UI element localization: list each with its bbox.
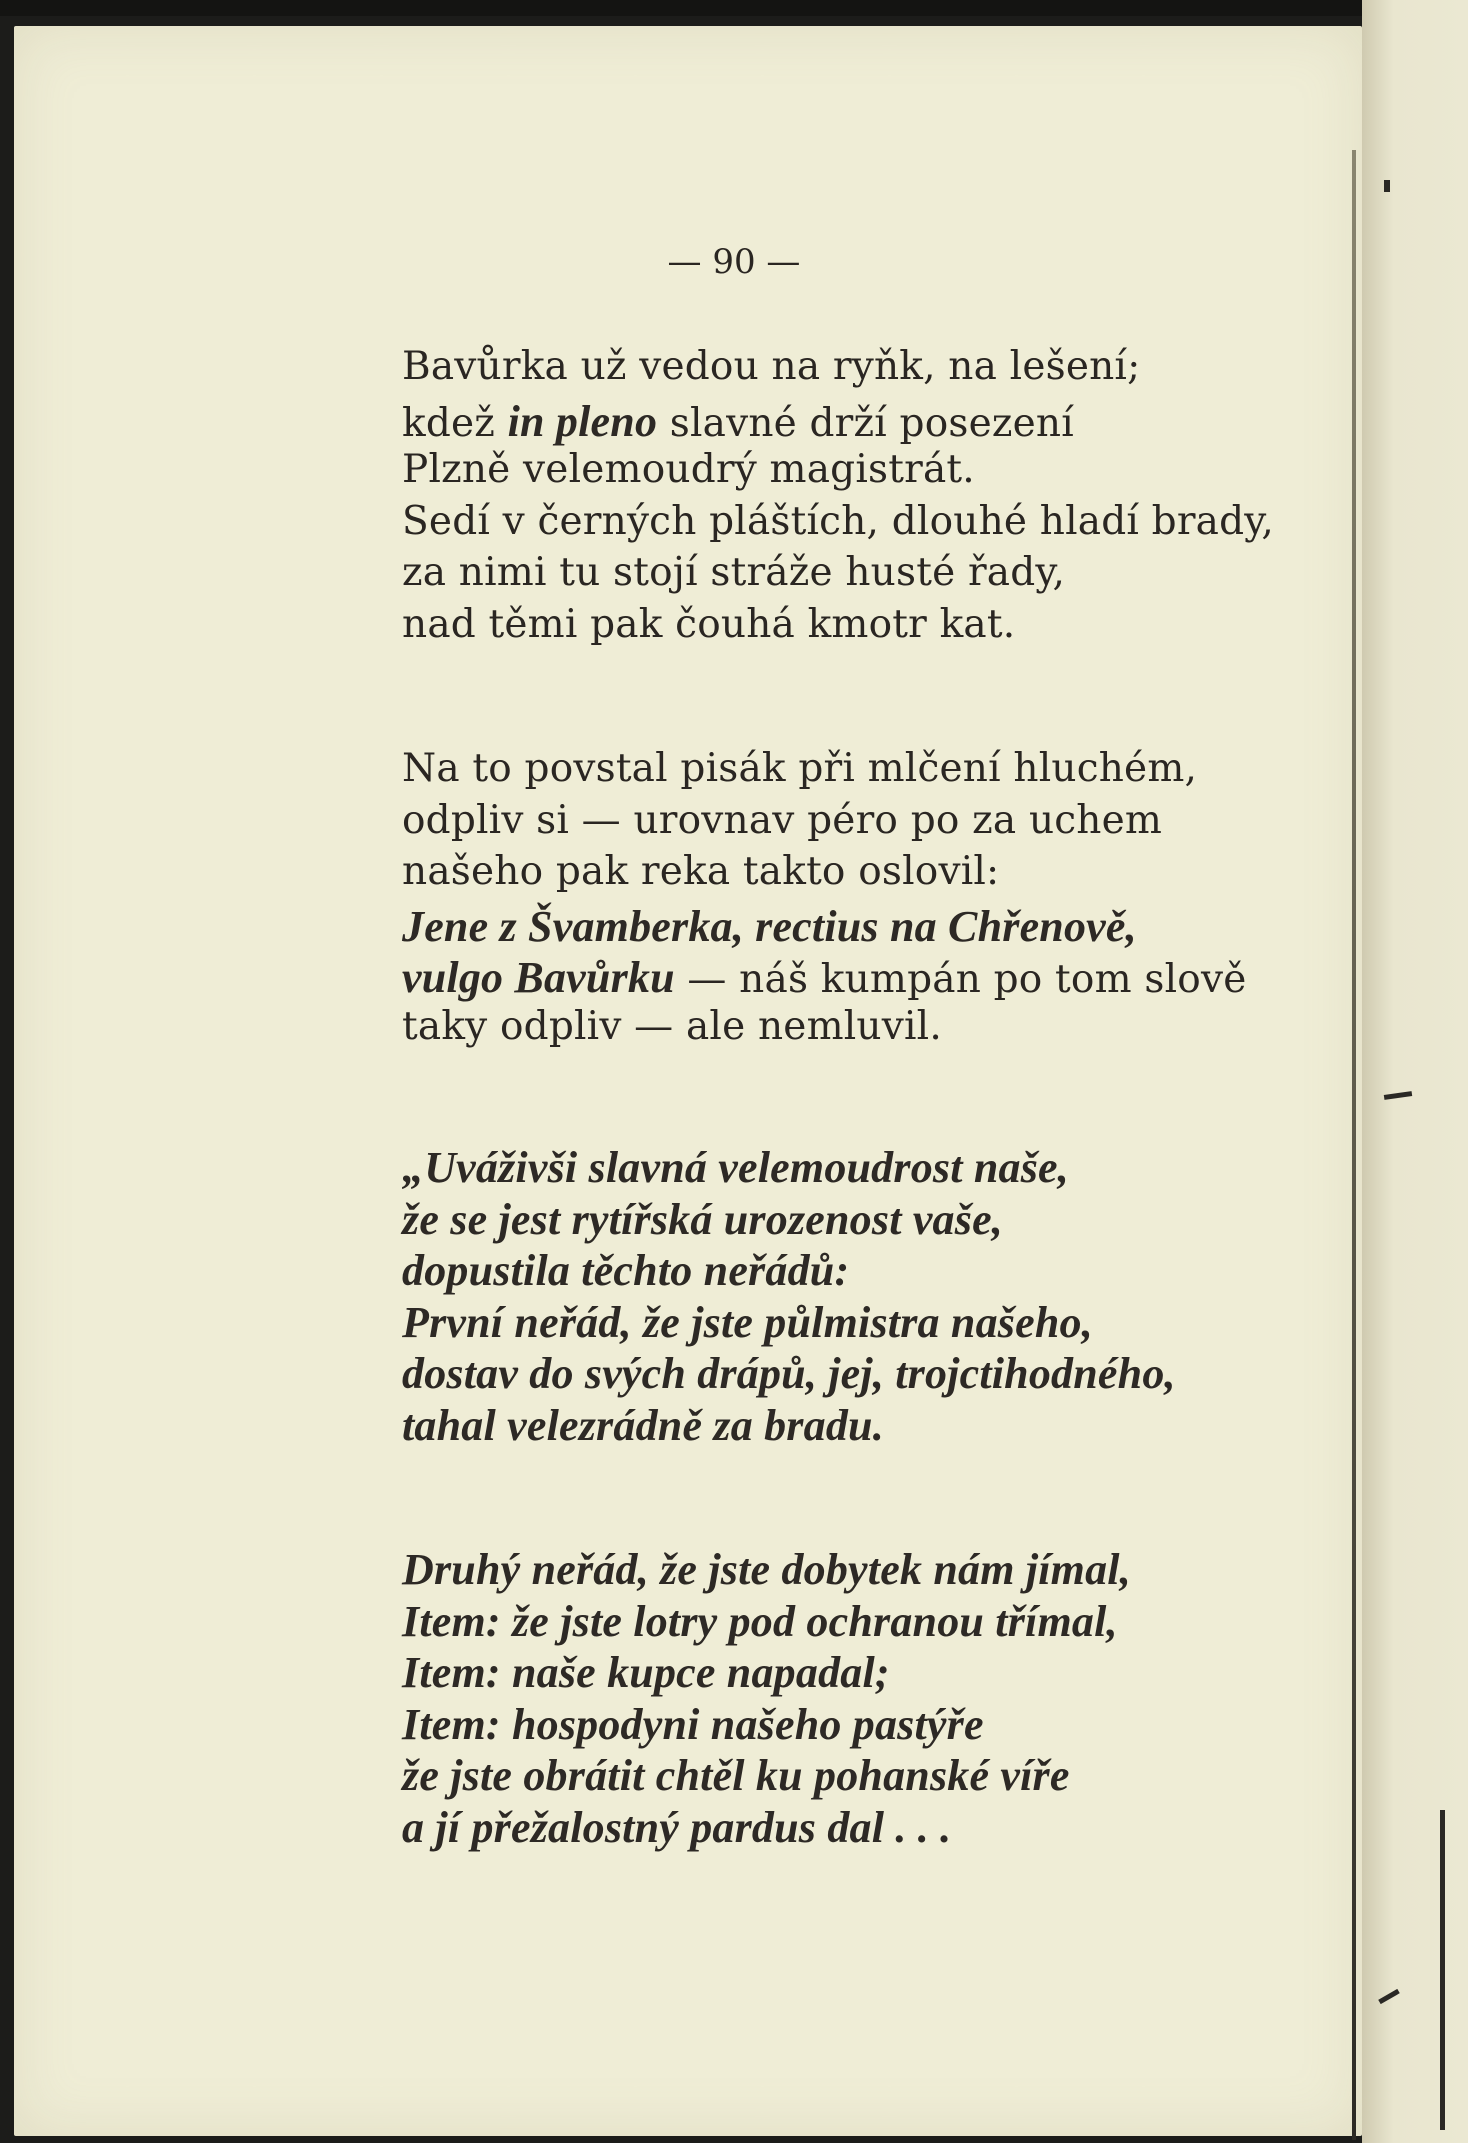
poem-line [402, 550, 1065, 595]
line-italic-text: a jí přežalostný pardus dal . . . [402, 1802, 952, 1852]
line-italic-text: dostav do svých drápů, jej, trojctihodného, [402, 1349, 1176, 1398]
poem-line [402, 1245, 849, 1296]
poem-line [402, 447, 975, 492]
poem-line [402, 849, 999, 894]
line-text: Bavůrka už vedou na ryňk, na lešení; [402, 344, 1141, 389]
page-edge-shadow [1440, 1810, 1445, 2130]
poem-line [402, 901, 1137, 952]
line-text: odpliv si — urovnav péro po za uchem [402, 797, 1163, 843]
line-italic-text: tahal velezrádně za bradu. [402, 1400, 884, 1450]
poem-line [402, 1348, 1176, 1399]
line-italic-text: Item: hospodyni našeho pastýře [402, 1699, 984, 1749]
line-italic-text: První neřád, že jste půlmistra našeho, [402, 1297, 1093, 1347]
line-italic-text: vulgo Bavůrku [402, 953, 675, 1002]
poem-line [402, 1802, 951, 1853]
line-italic-text: „Uváživši slavná velemoudrost naše, [402, 1143, 1069, 1192]
scan-top-border [0, 0, 1468, 16]
line-italic-text: že jste obrátit chtěl ku pohanské víře [402, 1751, 1070, 1800]
poem-line [402, 746, 1197, 791]
poem-line [402, 1647, 890, 1698]
line-italic-text: dopustila těchto neřádů: [402, 1246, 850, 1295]
poem-line [402, 1400, 884, 1451]
poem-line [402, 952, 1246, 1003]
poem-line [402, 1194, 1003, 1245]
poem-line [402, 1699, 984, 1750]
line-text: za nimi tu stojí stráže husté řady, [402, 550, 1066, 595]
line-text: Plzně velemoudrý magistrát. [402, 447, 975, 492]
poem-line [402, 499, 1274, 544]
line-text: — náš kumpán po tom slově [674, 957, 1247, 1002]
line-italic-text: Druhý neřád, že jste dobytek nám jímal, [402, 1545, 1131, 1594]
line-italic-text: Item: že jste lotry pod ochranou třímal, [402, 1596, 1118, 1646]
line-text: slavné drží posezení [657, 400, 1074, 446]
line-text: Na to povstal pisák při mlčení hluchém, [402, 746, 1198, 791]
poem-line [402, 1544, 1131, 1595]
poem-line [402, 1004, 942, 1049]
line-text: našeho pak reka takto oslovil: [402, 849, 1000, 894]
line-text: nad těmi pak čouhá kmotr kat. [402, 601, 1016, 647]
line-text: Sedí v černých pláštích, dlouhé hladí brady, [402, 498, 1274, 544]
line-text: kdež [402, 400, 508, 446]
poem-line [402, 602, 1015, 647]
line-text: taky odpliv — ale nemluvil. [402, 1003, 942, 1049]
adjacent-page-edge [1362, 0, 1468, 2143]
poem-line [402, 1596, 1118, 1647]
line-italic-text: Jene z Švamberka, rectius na Chřenově, [402, 901, 1137, 951]
poem-line [402, 798, 1162, 843]
poem-line [402, 396, 1074, 447]
poem-line [402, 1750, 1070, 1801]
poem-line [402, 344, 1140, 389]
poem-line [402, 1297, 1093, 1348]
page-number: — 90 — [667, 242, 801, 282]
poem-line [402, 1142, 1069, 1193]
line-italic-text: in pleno [507, 396, 658, 446]
line-italic-text: Item: naše kupce napadal; [402, 1648, 890, 1697]
edge-mark [1384, 180, 1390, 192]
page-gutter-line [1352, 150, 1356, 2140]
line-italic-text: že se jest rytířská urozenost vaše, [402, 1194, 1003, 1244]
